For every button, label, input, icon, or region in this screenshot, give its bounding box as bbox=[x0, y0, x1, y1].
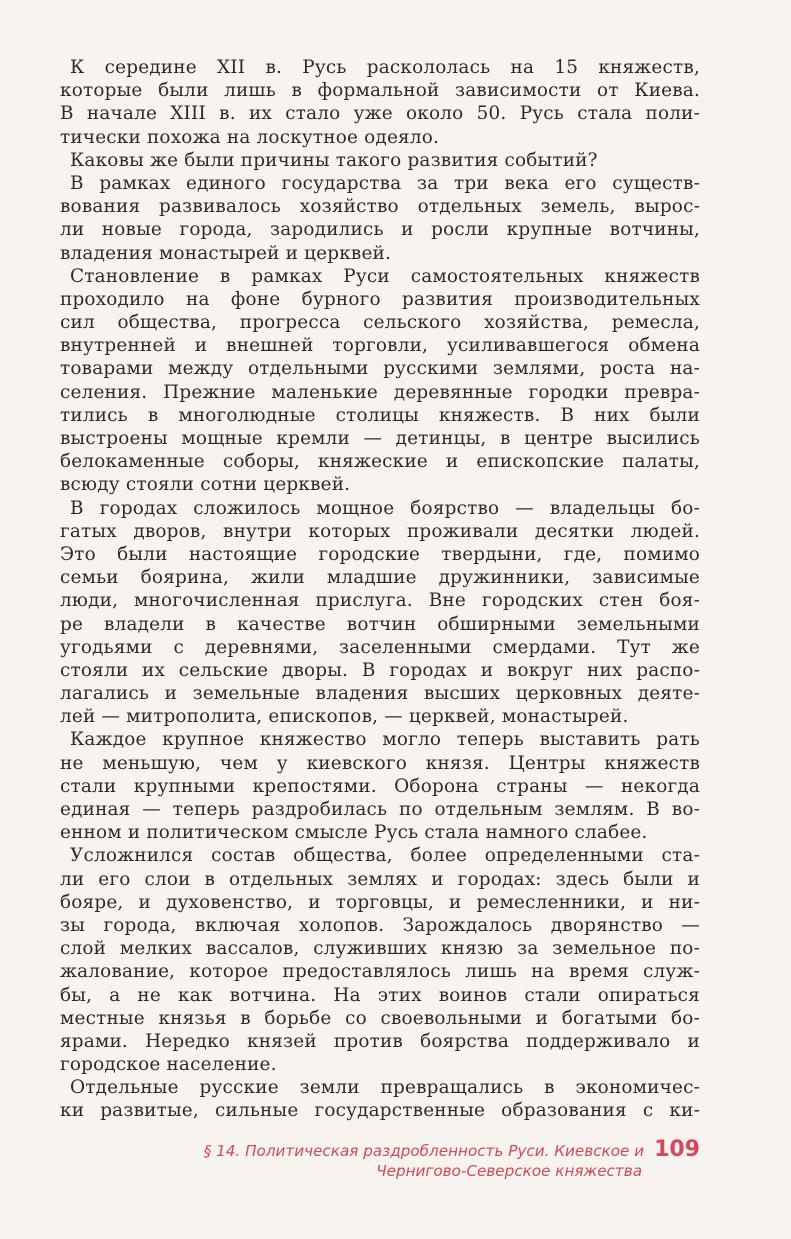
text-line: Отдельные русские земли превращались в экономичес- bbox=[70, 1077, 700, 1099]
text-line: ли его слои в отдельных землях и городах: здесь были и bbox=[60, 868, 700, 890]
text-line: жалование, которое предоставлялось лишь на время служ- bbox=[60, 961, 700, 983]
text-line: гатых дворов, внутри которых проживали десятки людей. bbox=[60, 520, 700, 542]
text-line: тились в многолюдные столицы княжеств. В них были bbox=[60, 404, 700, 426]
text-line: Усложнился состав общества, более определенными ста- bbox=[70, 845, 700, 867]
text-line: угодьями с деревнями, заселенными смердами. Тут же bbox=[60, 636, 700, 658]
text-line: Каждое крупное княжество могло теперь выставить рать bbox=[70, 729, 700, 751]
text-line: семьи боярина, жили младшие дружинники, зависимые bbox=[60, 567, 700, 589]
text-line: стояли их сельские дворы. В городах и вокруг них распо- bbox=[60, 659, 700, 681]
text-line: которые были лишь в формальной зависимости от Киева. bbox=[60, 80, 700, 102]
text-line: лагались и земельные владения высших церковных деяте- bbox=[60, 683, 700, 705]
body-text bbox=[60, 56, 700, 1123]
text-line: Каковы же были причины такого развития событий? bbox=[70, 149, 598, 171]
running-footer bbox=[120, 1137, 700, 1181]
text-line: ки развитые, сильные государственные образования с ки- bbox=[60, 1100, 700, 1122]
text-line: К середине XII в. Русь раскололась на 15 княжеств, bbox=[70, 57, 700, 78]
text-line: енном и политическом смысле Русь стала намного слабее. bbox=[60, 822, 648, 844]
text-line: ли новые города, зародились и росли крупные вотчины, bbox=[60, 219, 700, 241]
text-line: Становление в рамках Руси самостоятельных княжеств bbox=[70, 265, 700, 287]
footer-row-2 bbox=[120, 1161, 700, 1181]
text-line: всюду стояли сотни церквей. bbox=[60, 474, 351, 496]
text-line: внутренней и внешней торговли, усиливавшегося обмена bbox=[60, 335, 700, 357]
text-line: зы города, включая холопов. Зарождалось дворянство — bbox=[60, 914, 700, 936]
text-line: ярами. Нередко князей против боярства поддерживало и bbox=[60, 1030, 700, 1052]
text-line: товарами между отдельными русскими землями, роста на- bbox=[60, 358, 700, 380]
text-line: местные князья в борьбе со своевольными и богатыми бо- bbox=[60, 1007, 700, 1029]
text-line: проходило на фоне бурного развития производительных bbox=[60, 288, 700, 310]
text-line: выстроены мощные кремли — детинцы, в центре высились bbox=[60, 428, 700, 449]
text-line: сил общества, прогресса сельского хозяйства, ремесла, bbox=[60, 312, 700, 334]
text-line: В рамках единого государства за три века его существ- bbox=[70, 172, 700, 194]
footer-chapter-subtitle: Чернигово-Северское княжества bbox=[376, 1162, 642, 1180]
text-line: селения. Прежние маленькие деревянные городки превра- bbox=[60, 381, 700, 403]
text-line: лей — митрополита, епископов, — церквей, монастырей. bbox=[60, 706, 629, 728]
text-line: ре владели в качестве вотчин обширными земельными bbox=[60, 613, 700, 635]
text-line: единая — теперь раздробилась по отдельным землям. В во- bbox=[60, 799, 700, 820]
text-line: белокаменные соборы, княжеские и епископские палаты, bbox=[60, 451, 700, 473]
text-line: вования развивалось хозяйство отдельных земель, вырос- bbox=[60, 196, 700, 218]
text-line: не меньшую, чем у киевского князя. Центры княжеств bbox=[60, 752, 700, 774]
text-line: городское население. bbox=[60, 1054, 277, 1076]
footer-row-1 bbox=[120, 1137, 700, 1162]
text-line: Это были настоящие городские твердыни, где, помимо bbox=[60, 543, 700, 565]
text-line: В начале XIII в. их стало уже около 50. Русь стала поли- bbox=[60, 103, 700, 125]
footer-chapter-title: § 14. Политическая раздробленность Руси. Киевское и bbox=[203, 1142, 645, 1160]
text-line: люди, многочисленная прислуга. Вне городских стен боя- bbox=[60, 590, 700, 612]
page-number: 109 bbox=[654, 1137, 700, 1162]
text-line: В городах сложилось мощное боярство — владельцы бо- bbox=[70, 497, 700, 519]
text-line: тически похожа на лоскутное одеяло. bbox=[60, 126, 440, 148]
text-line: бояре, и духовенство, и торговцы, и ремесленники, и ни- bbox=[60, 891, 700, 913]
text-line: стали крупными крепостями. Оборона страны — некогда bbox=[60, 775, 700, 797]
text-line: бы, а не как вотчина. На этих воинов стали опираться bbox=[60, 984, 700, 1006]
text-line: слой мелких вассалов, служивших князю за земельное по- bbox=[60, 938, 700, 960]
text-line: владения монастырей и церквей. bbox=[60, 242, 392, 264]
